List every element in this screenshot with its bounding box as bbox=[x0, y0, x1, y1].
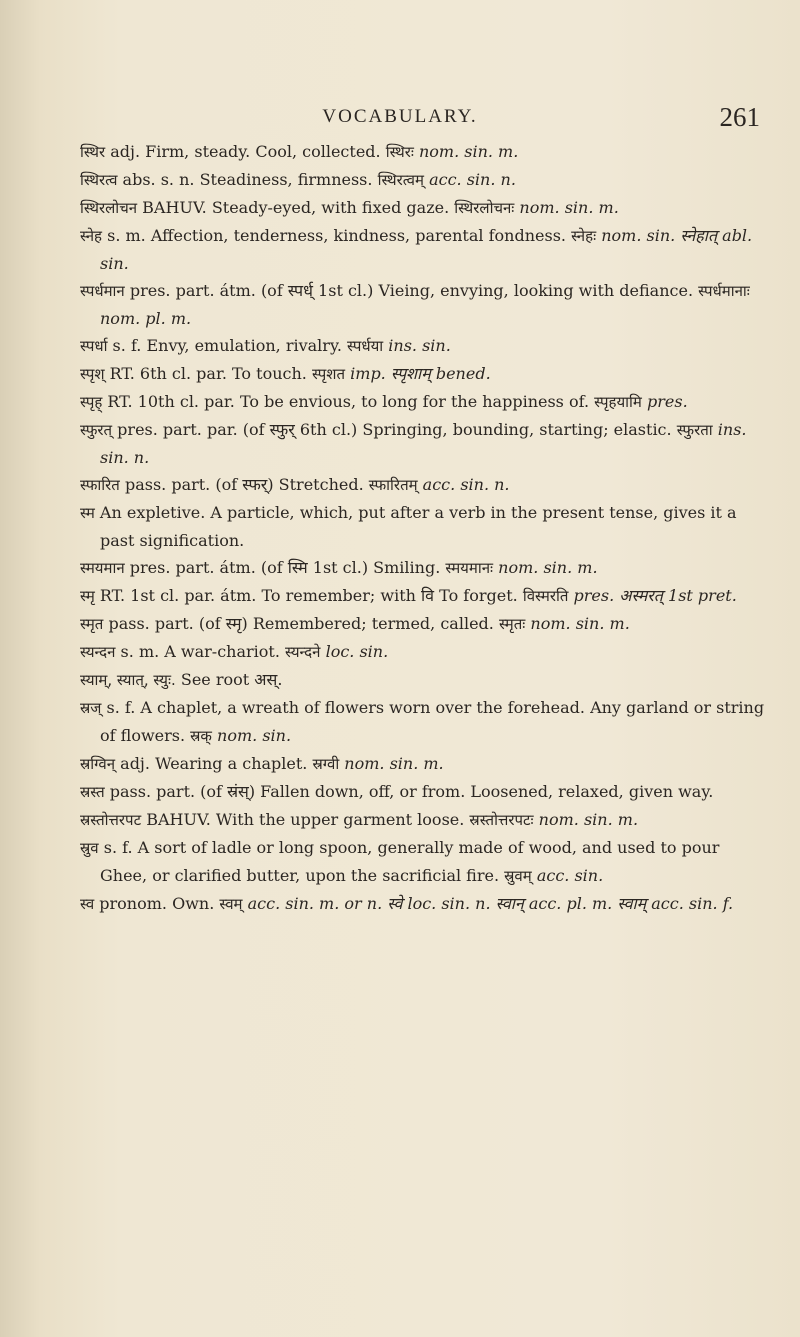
inflected-form: स्थिरः bbox=[385, 143, 414, 161]
grammar-note: loc. sin. bbox=[320, 642, 389, 661]
inflected-form: स्रस्तोत्तरपटः bbox=[469, 811, 534, 829]
grammar-note: nom. sin. स्नेहात् abl. sin. bbox=[100, 226, 753, 273]
vocabulary-entry bbox=[80, 890, 770, 918]
headword: स्रस्तोत्तरपट bbox=[80, 811, 142, 829]
grammar-note: ins. sin. n. bbox=[100, 420, 747, 467]
vocabulary-entry bbox=[80, 471, 770, 499]
definition: RT. 10th cl. par. To be envious, to long for the happiness of. bbox=[102, 392, 595, 411]
vocabulary-entry bbox=[80, 388, 770, 416]
vocabulary-entry bbox=[80, 666, 770, 694]
definition: An expletive. A particle, which, put after a verb in the present tense, gives it a past signification. bbox=[94, 503, 737, 550]
inflected-form: स्मृतः bbox=[498, 615, 526, 633]
headword: स्रस्त bbox=[80, 783, 105, 801]
inflected-form: स्पृशत bbox=[311, 365, 346, 383]
grammar-note: nom. sin. m. bbox=[493, 558, 598, 577]
headword: स्थिरत्व bbox=[80, 171, 118, 189]
vocabulary-entry bbox=[80, 222, 770, 277]
definition: BAHUV. With the upper garment loose. bbox=[141, 810, 470, 829]
headword: स्याम्, स्यात्, स्युः. bbox=[80, 671, 176, 689]
inflected-form: स्फारितम् bbox=[368, 476, 418, 494]
vocabulary-entry bbox=[80, 610, 770, 638]
grammar-note: nom. sin. m. bbox=[413, 142, 519, 161]
definition: s. m. A war-chariot. bbox=[115, 642, 286, 661]
inflected-form: स्पर्धमानाः bbox=[698, 282, 750, 300]
headword: स्मृत bbox=[80, 615, 104, 633]
headword: स्फारित bbox=[80, 476, 120, 494]
headword: स्मयमान bbox=[80, 559, 125, 577]
vocabulary-entry bbox=[80, 499, 770, 554]
inflected-form: स्थिरत्वम् bbox=[377, 171, 424, 189]
page-header bbox=[0, 104, 800, 134]
vocabulary-entry bbox=[80, 138, 770, 166]
grammar-note: nom. sin. bbox=[211, 726, 292, 745]
definition: BAHUV. Steady-eyed, with fixed gaze. bbox=[137, 198, 455, 217]
vocabulary-entry bbox=[80, 834, 770, 890]
grammar-note: acc. sin. m. or n. स्वे loc. sin. n. स्वान् acc. pl. m. स्वाम् acc. sin. f. bbox=[242, 894, 734, 913]
definition: pass. part. (of स्मृ) Remembered; termed, called. bbox=[103, 614, 499, 633]
vocabulary-entry bbox=[80, 638, 770, 666]
definition: RT. 1st cl. par. átm. To remember; with वि To forget. bbox=[94, 586, 523, 605]
grammar-note: pres. अस्मरत् 1st pret. bbox=[568, 586, 737, 605]
inflected-form: स्थिरलोचनः bbox=[454, 199, 515, 217]
definition: adj. Firm, steady. Cool, collected. bbox=[105, 142, 386, 161]
vocabulary-entry bbox=[80, 806, 770, 834]
headword: स्पर्धमान bbox=[80, 282, 125, 300]
headword: स्रज् bbox=[80, 699, 102, 717]
grammar-note: nom. sin. m. bbox=[533, 810, 639, 829]
inflected-form: स्नेहः bbox=[571, 227, 597, 245]
grammar-note: acc. sin. n. bbox=[417, 475, 510, 494]
definition: s. f. A chaplet, a wreath of flowers worn over the forehead. Any garland or string of flowers. bbox=[100, 698, 765, 745]
grammar-note: nom. sin. m. bbox=[339, 754, 444, 773]
definition: pronom. Own. bbox=[94, 894, 220, 913]
headword: स्यन्दन bbox=[80, 643, 116, 661]
headword: स्रग्विन् bbox=[80, 755, 116, 773]
inflected-form: स्पृहयामि bbox=[594, 393, 642, 411]
definition: pres. part. átm. (of स्मि 1st cl.) Smiling. bbox=[124, 558, 446, 577]
definition: pass. part. (of स्रंस्) Fallen down, off, or from. Loosened, relaxed, given way. bbox=[104, 782, 714, 801]
headword: स्रुव bbox=[80, 839, 99, 857]
vocabulary-entry bbox=[80, 277, 770, 332]
grammar-note: nom. sin. m. bbox=[514, 198, 619, 217]
vocabulary-entry bbox=[80, 778, 770, 806]
headword: स्पृश् bbox=[80, 365, 105, 383]
vocabulary-entry bbox=[80, 194, 770, 222]
vocabulary-entry bbox=[80, 166, 770, 194]
definition: adj. Wearing a chaplet. bbox=[115, 754, 313, 773]
headword: स्म bbox=[80, 504, 95, 522]
grammar-note: nom. sin. m. bbox=[525, 614, 630, 633]
inflected-form: स्रक् bbox=[190, 727, 212, 745]
headword: स्मृ bbox=[80, 587, 95, 605]
vocabulary-entry bbox=[80, 750, 770, 778]
definition: RT. 6th cl. par. To touch. bbox=[104, 364, 312, 383]
headword: स्पर्धा bbox=[80, 337, 108, 355]
grammar-note: acc. sin. n. bbox=[424, 170, 516, 189]
grammar-note: imp. स्पृशाम् bened. bbox=[345, 364, 491, 383]
definition: s. f. Envy, emulation, rivalry. bbox=[107, 336, 348, 355]
running-title: VOCABULARY. bbox=[322, 106, 478, 127]
inflected-form: स्रुवम् bbox=[504, 867, 532, 885]
definition: pass. part. (of स्फर्) Stretched. bbox=[119, 475, 369, 494]
definition: s. f. A sort of ladle or long spoon, generally made of wood, and used to pour Ghee, or clarified butter, upon the sacrificial fire. bbox=[98, 838, 720, 885]
inflected-form: स्रग्वी bbox=[312, 755, 340, 773]
vocabulary-entry bbox=[80, 360, 770, 388]
inflected-form: स्यन्दने bbox=[285, 643, 321, 661]
inflected-form: विस्मरति bbox=[522, 587, 569, 605]
headword: स्व bbox=[80, 895, 95, 913]
definition: abs. s. n. Steadiness, firmness. bbox=[117, 170, 378, 189]
definition: pres. part. par. (of स्फुर् 6th cl.) Springing, bounding, starting; elastic. bbox=[112, 420, 677, 439]
vocabulary-entry bbox=[80, 332, 770, 360]
page-number: 261 bbox=[719, 102, 760, 132]
headword: स्फुरत् bbox=[80, 421, 113, 439]
definition: pres. part. átm. (of स्पर्ध् 1st cl.) Vieing, envying, looking with defiance. bbox=[124, 281, 699, 300]
headword: स्थिरलोचन bbox=[80, 199, 138, 217]
headword: स्पृह् bbox=[80, 393, 103, 411]
headword: स्नेह bbox=[80, 227, 103, 245]
inflected-form: स्फुरता bbox=[676, 421, 713, 439]
inflected-form: स्मयमानः bbox=[445, 559, 494, 577]
vocabulary-entry bbox=[80, 694, 770, 750]
grammar-note: pres. bbox=[641, 392, 688, 411]
vocabulary-entry bbox=[80, 582, 770, 610]
definition: s. m. Affection, tenderness, kindness, parental fondness. bbox=[102, 226, 572, 245]
grammar-note: ins. sin. bbox=[383, 336, 451, 355]
vocabulary-entries bbox=[80, 138, 770, 918]
headword: स्थिर bbox=[80, 143, 106, 161]
grammar-note: nom. pl. m. bbox=[100, 309, 192, 328]
inflected-form: स्वम् bbox=[219, 895, 243, 913]
inflected-form: स्पर्धया bbox=[347, 337, 384, 355]
grammar-note: acc. sin. bbox=[531, 866, 604, 885]
definition: See root अस्. bbox=[175, 670, 283, 689]
vocabulary-entry bbox=[80, 416, 770, 471]
vocabulary-entry bbox=[80, 554, 770, 582]
